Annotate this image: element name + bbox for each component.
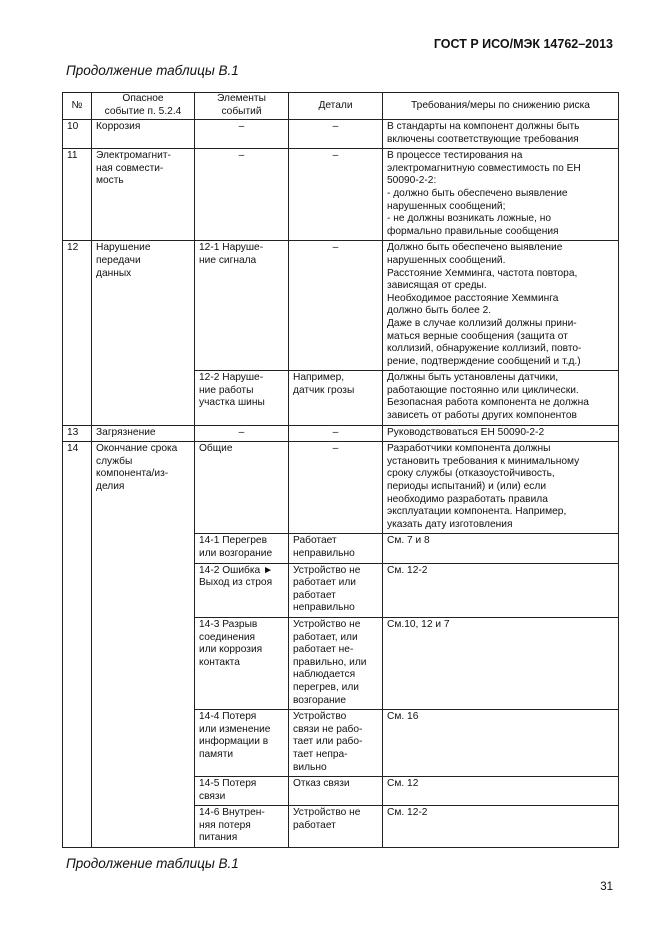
requirements: [383, 534, 619, 563]
header-requirements: Требования/меры по снижению риска: [383, 93, 619, 120]
requirements-line: зависеть от работы других компонентов: [387, 410, 577, 422]
details-line: работает: [293, 819, 336, 831]
event-elements: [195, 371, 289, 425]
requirements-line: нарушенных сообщений.: [387, 254, 506, 266]
event-elements-line: информации в: [199, 736, 269, 748]
event-elements-line: или изменение: [199, 723, 271, 735]
details-line: Устройство не: [293, 564, 361, 576]
requirements-line: Безопасная работа компонента не должна: [387, 397, 589, 409]
hazard-event-line: компонента/из-: [96, 468, 169, 480]
event-elements-line: 14-1 Перегрев: [199, 535, 267, 547]
event-elements-line: 14-3 Разрыв: [199, 618, 258, 630]
details-line: правильно, или: [293, 656, 367, 668]
requirements-line: См. 12: [387, 778, 419, 790]
event-elements-line: или возгорание: [199, 548, 273, 559]
header-details: Детали: [289, 93, 383, 120]
table-row: [63, 149, 619, 241]
hazard-event: [92, 442, 195, 848]
event-elements-line: 14-4 Потеря: [199, 711, 257, 723]
event-elements: [195, 241, 289, 371]
hazard-event-line: Коррозия: [96, 121, 141, 132]
requirements-line: электромагнитную совместимость по ЕН: [387, 162, 581, 174]
event-elements: [195, 710, 289, 777]
event-elements-line: –: [238, 150, 245, 162]
requirements: [383, 777, 619, 806]
event-elements-line: памяти: [199, 748, 234, 760]
requirements-line: См.10, 12 и 7: [387, 618, 450, 630]
requirements-line: периоды испытаний) и (или) если: [387, 481, 547, 493]
event-elements-line: 12-2 Наруше-: [199, 372, 264, 384]
table-header-row: [63, 93, 619, 120]
row-number: 13: [63, 425, 92, 442]
standard-designation: ГОСТ Р ИСО/МЭК 14762–2013: [433, 37, 613, 51]
hazard-event-line: службы: [96, 455, 133, 467]
details: [289, 534, 383, 563]
details: [289, 617, 383, 709]
details-line: –: [332, 426, 339, 438]
hazard-event: [92, 425, 195, 442]
event-elements-line: ние сигнала: [199, 254, 257, 266]
requirements-line: См. 16: [387, 711, 419, 723]
requirements-line: В процессе тестирования на: [387, 150, 523, 162]
requirements: [383, 806, 619, 848]
details-line: –: [332, 121, 339, 132]
requirements-line: указать дату изготовления: [387, 518, 513, 530]
event-elements: [195, 120, 289, 149]
details-line: связи не рабо-: [293, 723, 363, 735]
requirements-line: маться верные сообщения (защита от: [387, 330, 568, 342]
details-line: Устройство не: [293, 618, 361, 630]
details-line: тает непра-: [293, 748, 348, 760]
requirements-line: должно быть более 2.: [387, 305, 492, 317]
requirements: [383, 442, 619, 534]
details: [289, 120, 383, 149]
event-elements-line: 14-6 Внутрен-: [199, 807, 265, 819]
requirements-line: - не должны возникать ложные, но: [387, 213, 552, 225]
event-elements-line: 12-1 Наруше-: [199, 242, 264, 254]
hazard-event: [92, 149, 195, 241]
event-elements-line: –: [238, 426, 245, 438]
page-number: 31: [600, 881, 613, 893]
requirements-line: См. 12-2: [387, 807, 428, 819]
requirements-line: сроку службы (отказоустойчивость,: [387, 468, 555, 480]
requirements-line: См. 12-2: [387, 564, 428, 576]
requirements-line: Руководствоваться ЕН 50090-2-2: [387, 426, 545, 438]
event-elements-line: участка шины: [199, 397, 265, 409]
requirements-line: эксплуатации компонента. Например,: [387, 506, 567, 518]
hazard-event-line: Окончание срока: [96, 443, 178, 455]
event-elements-line: контакта: [199, 656, 240, 668]
details-line: неправильно: [293, 548, 355, 559]
requirements-line: необходимо разработать правила: [387, 493, 548, 505]
event-elements: [195, 149, 289, 241]
details: [289, 371, 383, 425]
table-row: [63, 241, 619, 371]
requirements-line: формально правильные сообщения: [387, 225, 559, 237]
details-line: работает не-: [293, 644, 354, 656]
hazard-event-line: Загрязнение: [96, 426, 156, 438]
details: [289, 149, 383, 241]
table-row: [63, 442, 619, 534]
details-line: перегрев, или: [293, 681, 359, 693]
requirements-line: Расстояние Хемминга, частота повтора,: [387, 267, 578, 279]
requirements: [383, 120, 619, 149]
details-line: неправильно: [293, 602, 355, 614]
event-elements: [195, 425, 289, 442]
hazard-event: [92, 241, 195, 425]
details-line: работает или: [293, 577, 356, 589]
requirements: [383, 371, 619, 425]
event-elements: [195, 534, 289, 563]
requirements-line: См. 7 и 8: [387, 535, 430, 547]
details: [289, 563, 383, 617]
requirements-line: включены соответствующие требования: [387, 133, 579, 145]
row-number: 10: [63, 120, 92, 149]
event-elements-line: связи: [199, 790, 226, 802]
header-elements-line: Элементы: [217, 93, 266, 105]
details-line: работает, или: [293, 631, 358, 643]
event-elements-line: няя потеря: [199, 819, 251, 831]
requirements-line: зависящая от среды.: [387, 280, 487, 292]
details-line: Устройство: [293, 711, 347, 723]
event-elements-line: 14-2 Ошибка ►: [199, 564, 274, 576]
header-event-line: событие п. 5.2.4: [104, 106, 182, 117]
event-elements-line: соединения: [199, 631, 256, 643]
hazard-event-line: данных: [96, 267, 132, 279]
requirements-line: работающие постоянно или циклически.: [387, 384, 579, 396]
details-line: Устройство не: [293, 807, 361, 819]
hazard-event-line: передачи: [96, 254, 141, 266]
details: [289, 806, 383, 848]
hazard-event-line: Электромагнит-: [96, 150, 171, 162]
requirements: [383, 710, 619, 777]
event-elements-line: питания: [199, 832, 238, 844]
details-line: наблюдается: [293, 669, 356, 681]
requirements-line: - должно быть обеспечено выявление: [387, 187, 568, 199]
table-row: [63, 120, 619, 149]
hazard-event-line: мость: [96, 175, 124, 187]
requirements-line: В стандарты на компонент должны быть: [387, 121, 580, 132]
requirements-line: Даже в случае коллизий должны прини-: [387, 317, 577, 329]
details-line: тает или рабо-: [293, 736, 363, 748]
details-line: вильно: [293, 761, 327, 773]
row-number: 14: [63, 442, 92, 848]
hazard-event: [92, 120, 195, 149]
requirements: [383, 425, 619, 442]
requirements-line: нарушенных сообщений;: [387, 200, 506, 212]
risk-table: [62, 92, 619, 848]
details: [289, 777, 383, 806]
event-elements: [195, 563, 289, 617]
details-line: датчик грозы: [293, 384, 355, 396]
requirements-line: Должно быть обеспечено выявление: [387, 242, 563, 254]
requirements-line: коллизий, обнаружение коллизий, повто-: [387, 343, 582, 355]
header-elements: [195, 93, 289, 120]
header-event-line: Опасное: [122, 93, 164, 105]
event-elements-line: ние работы: [199, 384, 254, 396]
hazard-event-line: делия: [96, 481, 125, 493]
details-line: Отказ связи: [293, 778, 350, 790]
details-line: работает: [293, 589, 336, 601]
details-line: –: [332, 242, 339, 254]
requirements: [383, 241, 619, 371]
details: [289, 425, 383, 442]
requirements: [383, 149, 619, 241]
details-line: Например,: [293, 372, 345, 384]
requirements: [383, 617, 619, 709]
event-elements-line: –: [238, 121, 245, 132]
row-number: 12: [63, 241, 92, 425]
details-line: –: [332, 150, 339, 162]
requirements-line: 50090-2-2:: [387, 175, 437, 187]
continuation-caption-top: Продолжение таблицы В.1: [66, 63, 239, 78]
hazard-event-line: Нарушение: [96, 242, 151, 254]
details-line: Работает: [293, 535, 337, 547]
requirements-line: рение, подтверждение сообщений и т.д.): [387, 355, 581, 367]
event-elements-line: Выход из строя: [199, 577, 273, 589]
row-number: 11: [63, 149, 92, 241]
event-elements: [195, 806, 289, 848]
requirements: [383, 563, 619, 617]
requirements-line: Необходимое расстояние Хемминга: [387, 292, 559, 304]
event-elements: [195, 442, 289, 534]
event-elements-line: или коррозия: [199, 644, 263, 656]
header-event: [92, 93, 195, 120]
details-line: возгорание: [293, 694, 346, 706]
details: [289, 442, 383, 534]
event-elements-line: Общие: [199, 443, 233, 455]
event-elements-line: 14-5 Потеря: [199, 778, 257, 790]
hazard-event-line: ная совмести-: [96, 162, 164, 174]
details-line: –: [332, 443, 339, 455]
continuation-caption-bottom: Продолжение таблицы В.1: [66, 856, 239, 871]
header-elements-line: событий: [221, 106, 262, 117]
details: [289, 710, 383, 777]
event-elements: [195, 777, 289, 806]
event-elements: [195, 617, 289, 709]
requirements-line: Должны быть установлены датчики,: [387, 372, 559, 384]
details: [289, 241, 383, 371]
table-row: [63, 425, 619, 442]
header-num: №: [63, 93, 92, 120]
requirements-line: установить требования к минимальному: [387, 455, 580, 467]
requirements-line: Разработчики компонента должны: [387, 443, 551, 455]
